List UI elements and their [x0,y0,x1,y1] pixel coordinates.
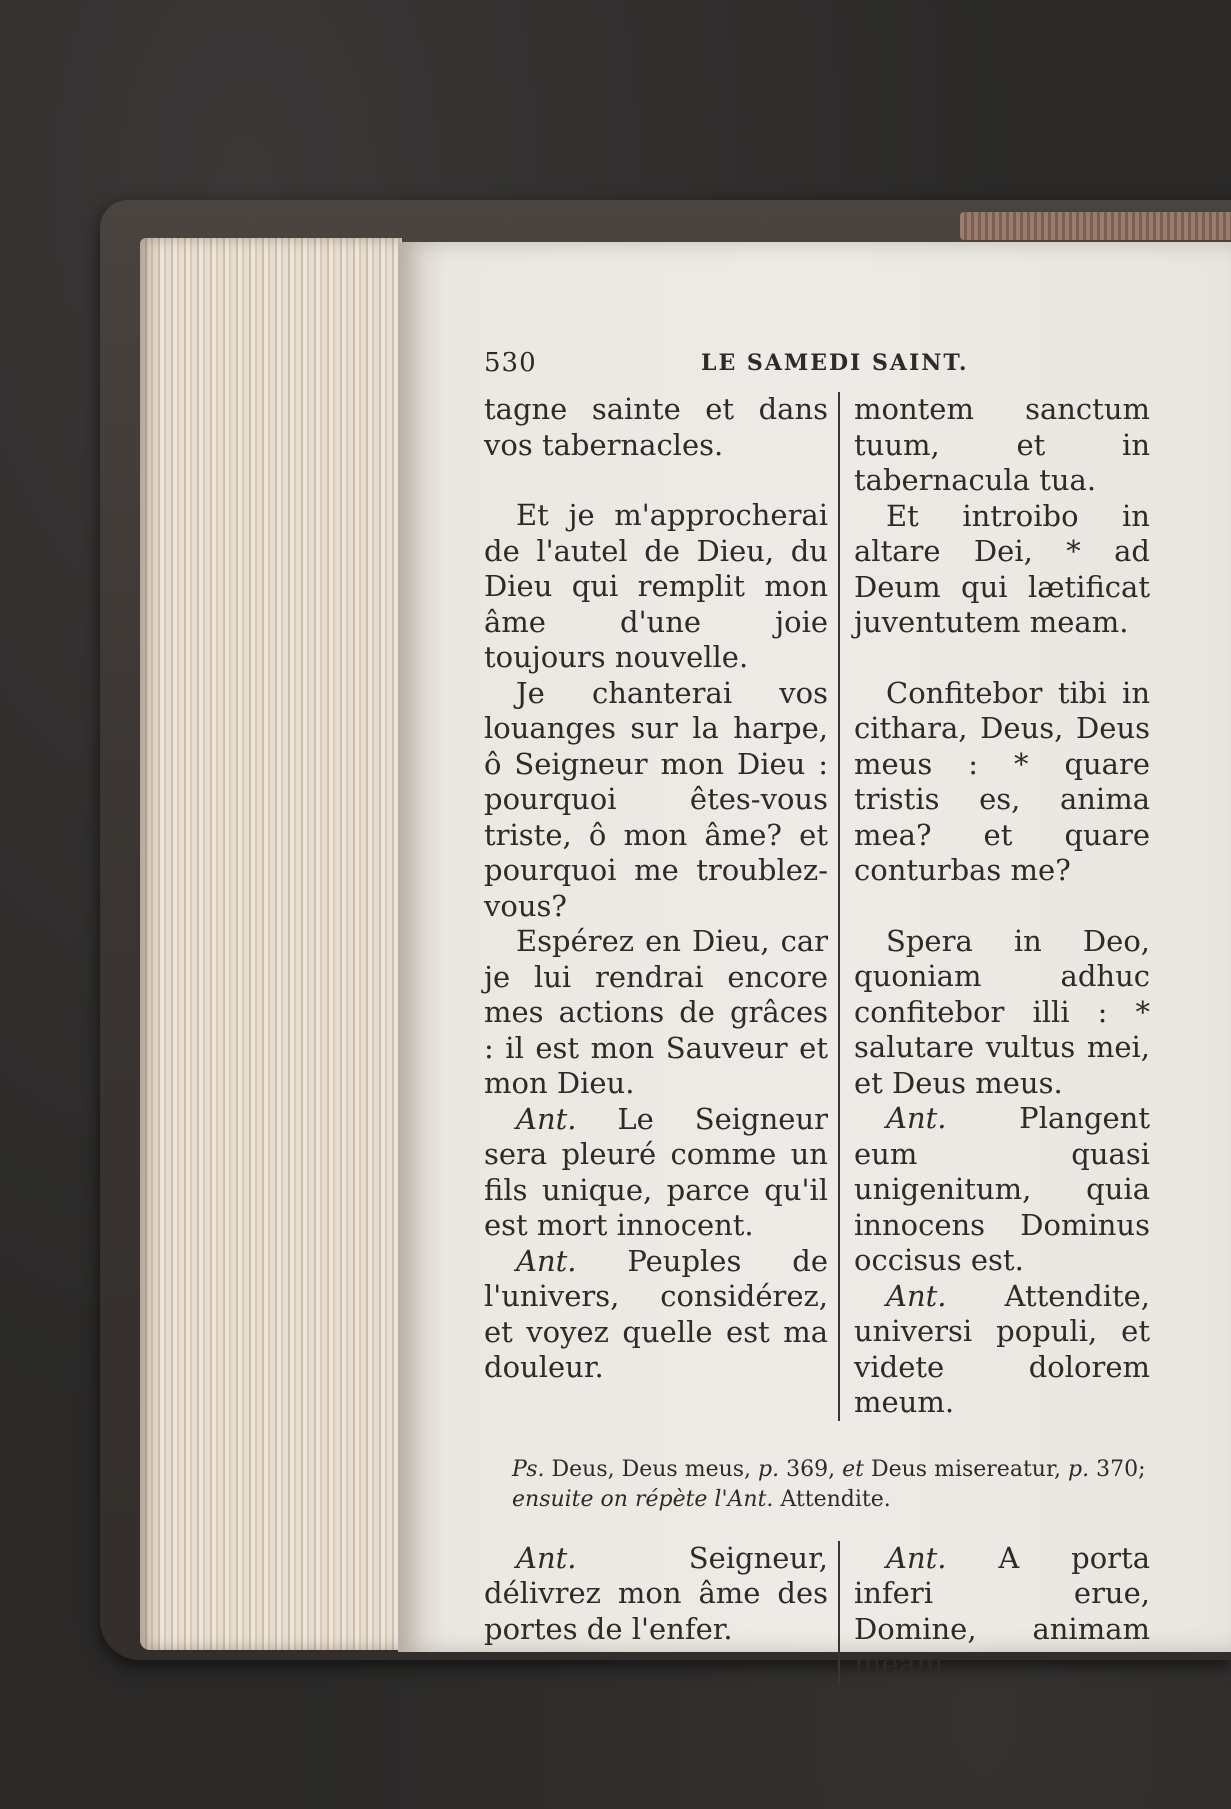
rubric: Ps. Deus, Deus meus, p. 369, et Deus misereatur, p. 370; ensuite on répète l'Ant. Attendite. [512,1456,1146,1512]
antiphon-label: Ant. [886,1101,947,1135]
page-text [484,348,1154,1683]
running-head [484,348,1154,392]
french-column [484,1541,838,1683]
antiphon-label: Ant. [886,1540,947,1575]
french-antiphon: Ant. Seigneur, délivrez mon âme des portes de l'enfer. [484,1540,828,1646]
page-number: 530 [484,348,537,378]
latin-column [838,392,1150,1421]
latin-paragraph: Confitebor tibi in cithara, Deus, Deus meus : * quare tristis es, anima mea? et quare conturbas me? [854,675,1150,887]
latin-paragraph: montem sanctum tuum, et in tabernacula tua. [854,392,1150,497]
latin-antiphon: Ant. A porta inferi erue, Domine, animam meam. [854,1540,1150,1681]
page-edges [140,238,402,1650]
french-paragraph: tagne sainte et dans vos tabernacles. [484,392,828,462]
french-antiphon: Ant. Peuples de l'univers, considérez, et voyez quelle est ma douleur. [484,1243,828,1384]
french-column [484,392,838,1421]
french-paragraph: Espérez en Dieu, car je lui rendrai encore mes actions de grâces : il est mon Sauveur et mon Dieu. [484,924,828,1100]
french-antiphon: Ant. Le Seigneur sera pleuré comme un fils unique, parce qu'il est mort innocent. [484,1101,828,1242]
antiphon-label: Ant. [516,1540,577,1575]
bookmark-ribbon [960,212,1231,240]
antiphon-label: Ant. [516,1243,577,1278]
latin-antiphon: Ant. Plangent eum quasi unigenitum, quia innocens Dominus occisus est. [854,1101,1150,1277]
latin-paragraph: Et introibo in altare Dei, * ad Deum qui lætificat juventutem meam. [854,498,1150,639]
latin-column [838,1541,1150,1683]
final-antiphon [484,1541,1154,1683]
french-paragraph: Et je m'approcherai de l'autel de Dieu, du Dieu qui remplit mon âme d'une joie toujours nouvelle. [484,498,828,674]
antiphon-label: Ant. [516,1101,577,1136]
running-title: LE SAMEDI SAINT. [701,350,969,376]
french-paragraph: Je chanterai vos louanges sur la harpe, ô Seigneur mon Dieu : pourquoi êtes-vous triste, ô mon âme? et pourquoi me troublez-vous? [484,675,828,923]
antiphon-label: Ant. [886,1278,947,1313]
latin-antiphon: Ant. Attendite, universi populi, et videte dolorem meum. [854,1278,1150,1419]
parallel-text [484,392,1154,1421]
latin-paragraph: Spera in Deo, quoniam adhuc confitebor illi : * salutare vultus mei, et Deus meus. [854,923,1150,1100]
